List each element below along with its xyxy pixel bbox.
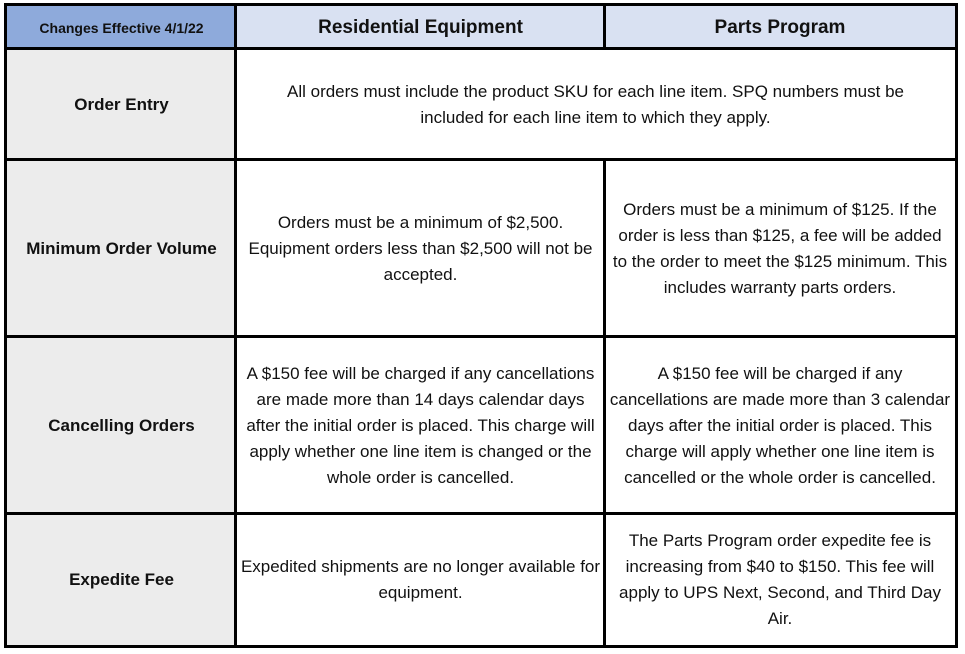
row-label-cancelling-orders: Cancelling Orders: [7, 337, 236, 514]
divider: [603, 6, 606, 49]
divider: [234, 6, 237, 645]
row-label-expedite-fee: Expedite Fee: [7, 514, 236, 645]
expedite-fee-residential: Expedited shipments are no longer available for equipment.: [236, 514, 605, 645]
cancelling-orders-residential: A $150 fee will be charged if any cancellations are made more than 14 days calendar days after the initial order is placed. This charge will apply whether one line item is changed or the whole order is cancelled.: [236, 337, 605, 514]
header-residential-equipment: Residential Equipment: [236, 6, 605, 49]
divider: [7, 47, 955, 50]
expedite-fee-parts: The Parts Program order expedite fee is increasing from $40 to $150. This fee will apply to UPS Next, Second, and Third Day Air.: [605, 514, 955, 645]
minimum-order-residential: Orders must be a minimum of $2,500. Equipment orders less than $2,500 will not be accepted.: [236, 160, 605, 337]
divider: [603, 160, 606, 645]
row-label-minimum-order-volume: Minimum Order Volume: [7, 160, 236, 337]
minimum-order-parts: Orders must be a minimum of $125. If the order is less than $125, a fee will be added to the order to meet the $125 minimum. This includes warranty parts orders.: [605, 160, 955, 337]
row-label-order-entry: Order Entry: [7, 49, 236, 160]
policy-changes-table: [4, 3, 958, 648]
cancelling-orders-parts: A $150 fee will be charged if any cancellations are made more than 3 calendar days after the initial order is placed. This charge will apply whether one line item is cancelled or the whole order is cancelled.: [605, 337, 955, 514]
divider: [7, 158, 955, 161]
order-entry-description: All orders must include the product SKU for each line item. SPQ numbers must be included for each line item to which they apply.: [236, 49, 955, 160]
header-parts-program: Parts Program: [605, 6, 955, 49]
divider: [7, 512, 955, 515]
divider: [7, 335, 955, 338]
header-corner: Changes Effective 4/1/22: [7, 6, 236, 49]
